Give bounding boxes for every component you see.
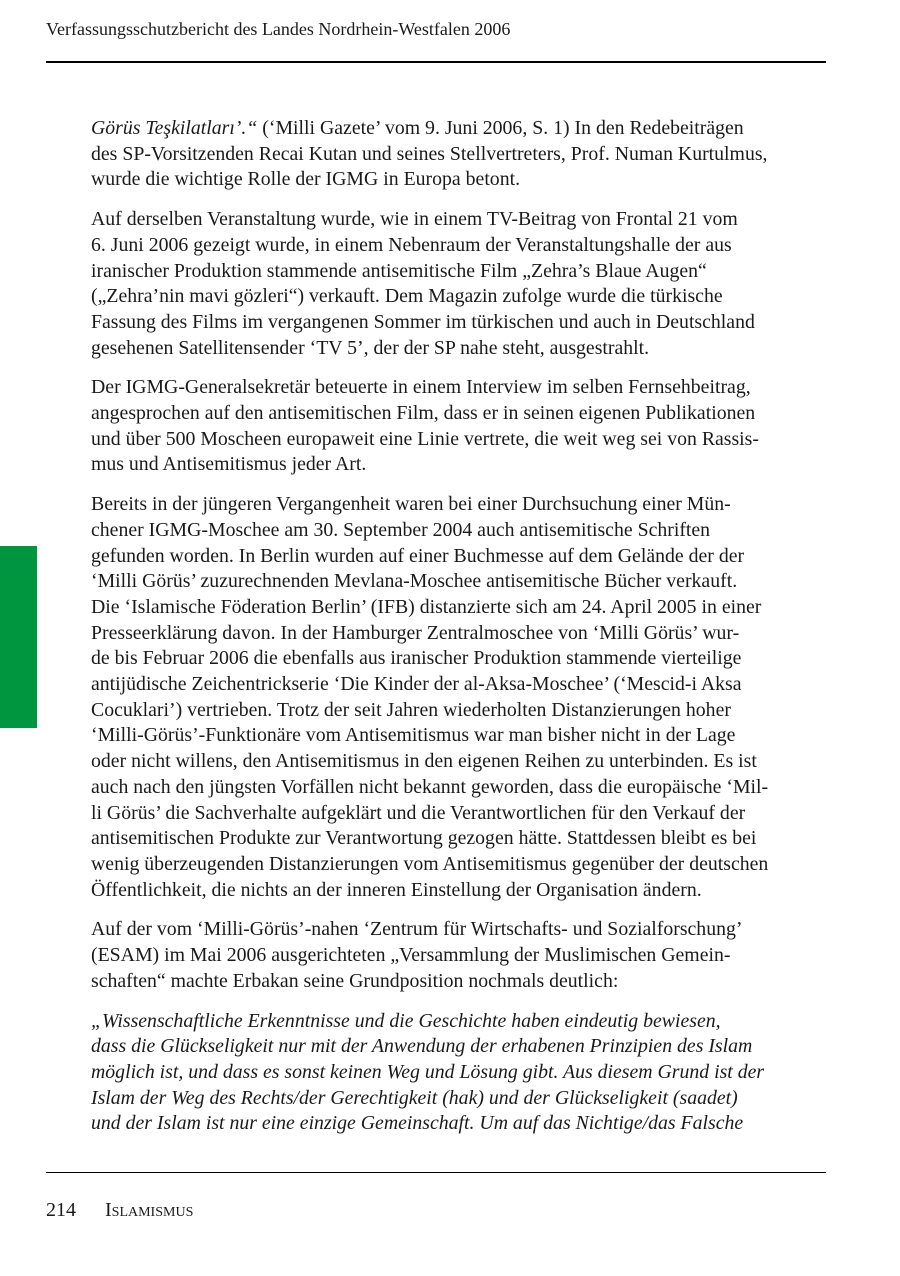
paragraph-line: Fassung des Films im vergangenen Sommer im türkischen und auch in Deutschland (91, 310, 755, 333)
paragraph-line (91, 116, 831, 142)
paragraph-line: gefunden worden. In Berlin wurden auf einer Buchmesse auf dem Gelände der der (91, 544, 745, 567)
paragraph-line: Bereits in der jüngeren Vergangenheit waren bei einer Durchsuchung einer Mün- (91, 493, 731, 516)
paragraph-line: wurde die wichtige Rolle der IGMG in Europa betont. (91, 168, 521, 191)
paragraph-line: Auf der vom ‘Milli-Görüs’-nahen ‘Zentrum für Wirtschafts- und Sozialforschung’ (91, 918, 743, 941)
paragraph-line: auch nach den jüngsten Vorfällen nicht bekannt geworden, dass die europäische ‘Mil- (91, 775, 769, 798)
paragraph-line: Der IGMG-Generalsekretär beteuerte in einem Interview im selben Fernsehbeitrag, (91, 376, 751, 399)
quote-line: und der Islam ist nur eine einzige Gemeinschaft. Um auf das Nichtige/das Falsche (91, 1112, 744, 1135)
running-header-title: Verfassungsschutzbericht des Landes Nordrhein-Westfalen 2006 (46, 19, 511, 39)
quote-line: „Wissenschaftliche Erkenntnisse und die Geschichte haben eindeutig bewiesen, (91, 1009, 721, 1032)
quote-line: möglich ist, und dass es sonst keinen Weg und Lösung gibt. Aus diesem Grund ist der (91, 1060, 765, 1083)
page-body (91, 116, 831, 1151)
quote-line: Islam der Weg des Rechts/der Gerechtigkeit (hak) und der Glückseligkeit (saadet) (91, 1086, 738, 1109)
quote-line: dass die Glückseligkeit nur mit der Anwendung der erhabenen Prinzipien des Islam (91, 1035, 753, 1058)
footer-divider (46, 1172, 826, 1173)
paragraph-line: oder nicht willens, den Antisemitismus in den eigenen Reihen zu unterbinden. Es ist (91, 750, 757, 773)
paragraph-line: li Görüs’ die Sachverhalte aufgeklärt und die Verantwortlichen für den Verkauf der (91, 801, 746, 824)
paragraph-4 (91, 492, 831, 903)
paragraph-line: antijüdische Zeichentrickserie ‘Die Kinder der al-Aksa-Moschee’ (‘Mescid-i Aksa (91, 673, 742, 696)
paragraph-line: Die ‘Islamische Föderation Berlin’ (IFB) distanzierte sich am 24. April 2005 in einer (91, 595, 762, 618)
paragraph-line: gesehenen Satellitensender ‘TV 5’, der der SP nahe steht, ausgestrahlt. (91, 336, 650, 359)
paragraph-line: antisemitischen Produkte zur Verantwortung gezogen hätte. Stattdessen bleibt es bei (91, 827, 757, 850)
paragraph-line: Öffentlichkeit, die nichts an der inneren Einstellung der Organisation ändern. (91, 878, 702, 901)
paragraph-line: angesprochen auf den antisemitischen Film, dass er in seinen eigenen Publikationen (91, 402, 756, 425)
paragraph-line: („Zehra’nin mavi gözleri“) verkauft. Dem Magazin zufolge wurde die türkische (91, 285, 723, 308)
chapter-color-tab (0, 546, 37, 728)
paragraph-line: 6. Juni 2006 gezeigt wurde, in einem Nebenraum der Veranstaltungshalle der aus (91, 233, 732, 256)
paragraph-5 (91, 917, 831, 994)
paragraph-line: de bis Februar 2006 die ebenfalls aus iranischer Produktion stammende vierteilige (91, 647, 742, 670)
paragraph-line: des SP-Vorsitzenden Recai Kutan und seines Stellvertreters, Prof. Numan Kurtulmus, (91, 142, 768, 165)
section-name: Islamismus (105, 1199, 194, 1221)
block-quote (91, 1009, 831, 1138)
paragraph-line: chener IGMG-Moschee am 30. September 2004 auch antisemitische Schriften (91, 518, 711, 541)
paragraph-line: Cocuklari’) vertrieben. Trotz der seit Jahren wiederholten Distanzierungen hoher (91, 698, 731, 721)
header-divider (46, 61, 826, 63)
paragraph-line: ‘Milli Görüs’ zuzurechnenden Mevlana-Moschee antisemitische Bücher verkauft. (91, 570, 738, 593)
paragraph-line: ‘Milli-Görüs’-Funktionäre vom Antisemitismus war man bisher nicht in der Lage (91, 724, 736, 747)
paragraph-line: und über 500 Moscheen europaweit eine Linie vertrete, die weit weg sei von Rassis- (91, 427, 759, 450)
paragraph-line: wenig überzeugenden Distanzierungen vom Antisemitismus gegenüber der deutschen (91, 852, 769, 875)
paragraph-1 (91, 116, 831, 193)
paragraph-line: mus und Antisemitismus jeder Art. (91, 453, 367, 476)
line-text: (‘Milli Gazete’ vom 9. Juni 2006, S. 1) In den Redebeiträgen (257, 117, 744, 139)
paragraph-line: schaften“ machte Erbakan seine Grundposition nochmals deutlich: (91, 969, 619, 992)
paragraph-2 (91, 207, 831, 361)
page-number: 214 (46, 1199, 76, 1221)
paragraph-line: iranischer Produktion stammende antisemitische Film „Zehra’s Blaue Augen“ (91, 259, 707, 282)
italic-lead-quote: Görüs Teşkilatları’.“ (91, 117, 258, 139)
paragraph-line: (ESAM) im Mai 2006 ausgerichteten „Versammlung der Muslimischen Gemein- (91, 944, 731, 967)
paragraph-line: Presseerklärung davon. In der Hamburger Zentralmoschee von ‘Milli Görüs’ wur- (91, 621, 740, 644)
paragraph-3 (91, 375, 831, 478)
paragraph-line: Auf derselben Veranstaltung wurde, wie in einem TV-Beitrag von Frontal 21 vom (91, 208, 738, 231)
